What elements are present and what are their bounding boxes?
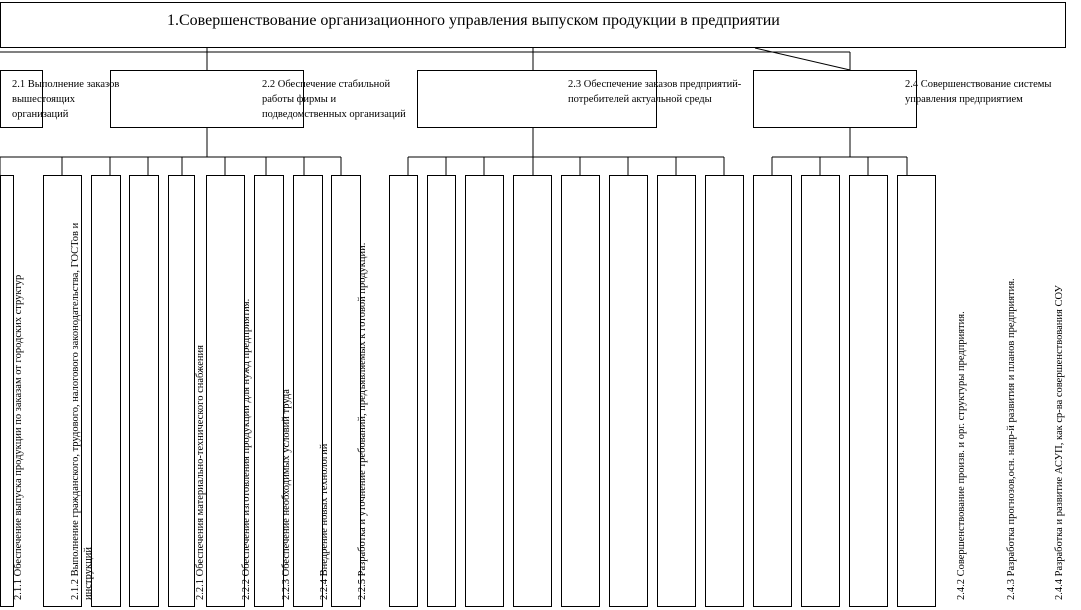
leaf-label-2-4-3: 2.4.3 Разработка прогнозов,осн. напр-й развития и планов предприятия. (1006, 278, 1017, 600)
leaf-box-2-4 (753, 175, 792, 607)
leaf-box-2-3 (561, 175, 600, 607)
leaf-box (129, 175, 159, 607)
leaf-label-2-2-1: 2.2.1 Обеспечения материально-технического снабжения (195, 345, 206, 600)
leaf-label-2-1-1: 2.1.1 Обеспечение выпуска продукции по заказам от городских структур (13, 274, 24, 600)
leaf-label-2-2-4: 2.2.4 Внедрение новых технологий (319, 443, 330, 600)
leaf-label-2-2-3: 2.2.3 Обеспечение необходимых условий труда (281, 389, 292, 600)
group-label-2-4: 2.4 Совершенствование системы управления предприятием (905, 79, 1052, 105)
group-label-2-2: 2.2 Обеспечение стабильной работы фирмы и подведомственных организаций (262, 79, 406, 120)
leaf-box-2-3 (657, 175, 696, 607)
leaf-box-2-3 (609, 175, 648, 607)
leaf-label-2-2-5: 2.2.5 Разработка и уточнение требований, предъявляемых к готовой продукции. (357, 242, 368, 600)
group-box-2-4 (753, 70, 917, 128)
leaf-box-2-4 (849, 175, 888, 607)
leaf-box-2-3 (389, 175, 418, 607)
leaf-label-2-2-2: 2.2.2 Обеспечение изготовления продукции для нужд предприятия. (241, 298, 252, 600)
leaf-box-2-2-1 (168, 175, 195, 607)
leaf-box-2-3 (513, 175, 552, 607)
group-label-2-3: 2.3 Обеспечение заказов предприятий-потребителей актуальной среды (568, 79, 742, 105)
group-label-2-1: 2.1 Выполнение заказов вышестоящих организаций (12, 79, 120, 120)
leaf-label-2-4-2: 2.4.2 Совершенствование произв. и орг. структуры предприятия. (956, 311, 967, 600)
leaf-box-2-3 (427, 175, 456, 607)
leaf-label-2-1-2: 2.1.2 Выполнение гражданского, трудового, налогового законодательства, ГОСТов и инструкций (70, 222, 94, 600)
leaf-label-2-4-4: 2.4.4 Разработка и развитие АСУП, как ср-ва совершенствования СОУ (1054, 285, 1065, 600)
connector-line (755, 48, 850, 70)
root-title: 1.Совершенствование организационного управления выпуском продукции в предприятии (167, 12, 780, 29)
leaf-box-2-4 (801, 175, 840, 607)
leaf-box-2-3 (705, 175, 744, 607)
leaf-box-2-4 (897, 175, 936, 607)
leaf-box-2-3 (465, 175, 504, 607)
